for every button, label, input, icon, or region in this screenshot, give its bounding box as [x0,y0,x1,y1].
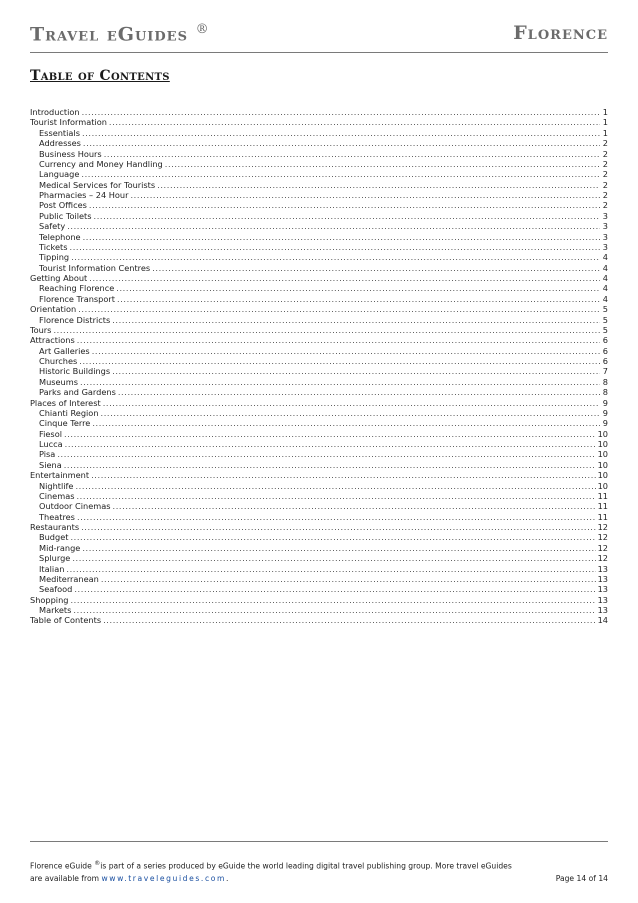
toc-entry[interactable] [30,315,608,325]
toc-entry-label: Addresses [39,138,81,149]
toc-entry-label: Safety [39,221,66,232]
toc-entry[interactable] [30,180,608,190]
toc-entry-page: 3 [602,221,608,232]
toc-leader-dots [117,294,600,304]
toc-leader-dots [91,470,595,480]
toc-leader-dots [112,315,600,325]
toc-entry[interactable] [30,564,608,574]
toc-entry-page: 8 [602,387,608,398]
toc-leader-dots [104,149,600,159]
toc-entry-page: 10 [597,459,608,470]
toc-entry-page: 4 [602,283,608,294]
toc-entry-label: Places of Interest [30,397,101,408]
toc-entry-label: Splurge [39,553,71,564]
toc-entry-page: 1 [602,127,608,138]
toc-entry[interactable] [30,273,608,283]
toc-entry[interactable] [30,211,608,221]
toc-leader-dots [103,615,595,625]
toc-entry-page: 12 [597,553,608,564]
toc-entry-page: 12 [597,532,608,543]
toc-entry-page: 8 [602,376,608,387]
toc-entry[interactable] [30,439,608,449]
toc-leader-dots [65,439,596,449]
toc-leader-dots [79,356,600,366]
page-header [30,22,608,53]
toc-entry-label: Nightlife [39,480,74,491]
toc-entry-page: 13 [597,573,608,584]
toc-entry-label: Theatres [39,511,75,522]
toc-entry-label: Art Galleries [39,345,90,356]
city-title: Florence [513,22,608,44]
toc-entry-label: Public Toilets [39,210,92,221]
toc-entry[interactable] [30,408,608,418]
footer-registered: ® [94,860,101,867]
brand-name: Travel eGuides [30,23,188,46]
toc-entry-page: 12 [597,522,608,532]
toc-entry-page: 11 [597,511,608,522]
toc-entry-label: Currency and Money Handling [39,158,163,169]
toc-entry[interactable] [30,232,608,242]
toc-leader-dots [72,553,595,563]
toc-leader-dots [118,387,600,397]
toc-entry-page: 5 [602,304,608,315]
toc-entry[interactable] [30,169,608,179]
toc-entry-page: 14 [597,615,608,626]
footer-text-a: Florence eGuide [30,861,95,871]
toc-entry[interactable] [30,128,608,138]
toc-entry-page: 6 [602,345,608,356]
toc-entry-label: Medical Services for Tourists [39,179,156,190]
toc-entry-label: Tours [30,324,52,335]
toc-entry[interactable] [30,449,608,459]
toc-entry-page: 10 [597,470,608,481]
toc-entry-label: Business Hours [39,148,102,159]
toc-leader-dots [82,107,600,117]
toc-entry[interactable] [30,460,608,470]
toc-entry-page: 6 [602,356,608,366]
toc-entry[interactable] [30,304,608,314]
toc-entry-page: 9 [602,397,608,408]
toc-entry-label: Chianti Region [39,407,99,418]
toc-entry-label: Getting About [30,273,88,283]
toc-entry-label: Churches [39,356,78,366]
toc-entry-label: Museums [39,376,78,387]
toc-entry[interactable] [30,491,608,501]
toc-entry[interactable] [30,159,608,169]
toc-leader-dots [112,366,600,376]
toc-entry-label: Reaching Florence [39,283,115,294]
toc-leader-dots [57,449,595,459]
toc-entry[interactable] [30,522,608,532]
toc-leader-dots [75,481,595,491]
toc-entry-label: Entertainment [30,470,90,481]
toc-entry-page: 3 [602,241,608,252]
toc-entry[interactable] [30,252,608,262]
toc-leader-dots [94,211,600,221]
toc-entry[interactable] [30,263,608,273]
toc-entry[interactable] [30,553,608,563]
toc-entry[interactable] [30,190,608,200]
toc-leader-dots [66,564,595,574]
toc-entry[interactable] [30,501,608,511]
toc-entry-label: Introduction [30,107,80,117]
toc-entry-page: 10 [597,449,608,460]
toc-entry[interactable] [30,325,608,335]
toc-leader-dots [67,221,600,231]
toc-entry-label: Post Offices [39,200,87,211]
toc-entry-label: Pharmacies – 24 Hour [39,190,129,200]
toc-leader-dots [157,180,600,190]
toc-leader-dots [70,532,595,542]
toc-entry[interactable] [30,356,608,366]
toc-entry-page: 1 [602,107,608,117]
toc-leader-dots [109,117,600,127]
toc-entry-page: 9 [602,418,608,429]
toc-entry-label: Table of Contents [30,615,102,626]
toc-leader-dots [83,138,600,148]
brand-title [30,22,210,45]
toc-entry[interactable] [30,107,608,117]
footer-line-2 [30,873,608,885]
toc-entry[interactable] [30,200,608,210]
toc-entry-page: 2 [602,179,608,190]
toc-entry-page: 13 [597,563,608,574]
toc-leader-dots [101,408,600,418]
toc-leader-dots [76,491,595,501]
toc-entry-label: Budget [39,532,69,543]
toc-leader-dots [81,169,600,179]
toc-entry-page: 7 [602,366,608,377]
toc-entry-label: Tourist Information Centres [39,262,151,273]
footer-line-1 [30,858,608,873]
toc-entry-label: Telephone [39,231,81,242]
toc-entry[interactable] [30,242,608,252]
toc-entry[interactable] [30,294,608,304]
toc-entry[interactable] [30,221,608,231]
toc-entry-page: 13 [597,594,608,605]
toc-entry[interactable] [30,398,608,408]
toc-entry[interactable] [30,512,608,522]
toc-entry-page: 10 [597,439,608,449]
toc-entry[interactable] [30,366,608,376]
page-number: Page 14 of 14 [555,873,608,883]
footer-text-d: . [225,873,229,883]
toc-entry-label: Restaurants [30,522,80,532]
toc-entry[interactable] [30,595,608,605]
toc-entry-page: 9 [602,407,608,418]
toc-entry-label: Tipping [39,252,70,263]
toc-entry-label: Language [39,169,80,180]
toc-entry-label: Parks and Gardens [39,387,116,398]
toc-leader-dots [77,512,596,522]
toc-entry-page: 13 [597,584,608,595]
toc-entry-page: 3 [602,231,608,242]
toc-entry-label: Essentials [39,127,80,138]
toc-entry[interactable] [30,574,608,584]
toc-entry[interactable] [30,543,608,553]
toc-entry[interactable] [30,117,608,127]
toc-entry-page: 2 [602,158,608,169]
toc-entry-page: 4 [602,273,608,283]
toc-entry[interactable] [30,584,608,594]
toc-entry-page: 11 [597,501,608,512]
toc-leader-dots [92,418,600,428]
table-of-contents [30,107,608,626]
toc-leader-dots [77,335,600,345]
toc-entry-page: 11 [597,490,608,501]
toc-leader-dots [165,159,600,169]
toc-entry-page: 2 [602,200,608,211]
footer-text-c: are available from [30,873,102,883]
toc-entry[interactable] [30,481,608,491]
toc-entry-label: Shopping [30,594,69,605]
toc-leader-dots [113,501,596,511]
toc-entry-page: 12 [597,542,608,553]
toc-entry-page: 2 [602,169,608,180]
toc-leader-dots [64,429,596,439]
toc-entry-page: 2 [602,148,608,159]
toc-entry[interactable] [30,377,608,387]
toc-entry-label: Tickets [39,241,68,252]
toc-leader-dots [73,605,595,615]
toc-entry[interactable] [30,149,608,159]
page-footer [30,841,608,885]
toc-entry-page: 4 [602,252,608,263]
toc-entry[interactable] [30,605,608,615]
toc-leader-dots [70,595,595,605]
toc-entry-page: 1 [602,117,608,128]
toc-entry-label: Fiesol [39,428,62,439]
toc-entry-label: Mediterranean [39,573,99,584]
toc-entry-label: Siena [39,459,62,470]
toc-leader-dots [70,242,601,252]
toc-entry-label: Historic Buildings [39,366,111,377]
toc-entry[interactable] [30,335,608,345]
toc-entry[interactable] [30,138,608,148]
toc-leader-dots [103,398,600,408]
toc-entry-page: 13 [597,605,608,615]
toc-entry[interactable] [30,532,608,542]
toc-entry-label: Attractions [30,335,75,346]
toc-leader-dots [130,190,600,200]
toc-entry-page: 10 [597,480,608,491]
toc-entry-label: Cinemas [39,490,75,501]
toc-heading: Table of Contents [30,68,170,84]
toc-entry[interactable] [30,387,608,397]
toc-leader-dots [89,200,600,210]
toc-leader-dots [78,304,600,314]
toc-entry-page: 10 [597,428,608,439]
toc-entry-label: Mid-range [39,542,81,553]
toc-entry-page: 4 [602,262,608,273]
toc-entry[interactable] [30,283,608,293]
toc-entry-label: Seafood [39,584,73,595]
toc-leader-dots [152,263,600,273]
registered-mark: ® [195,22,210,37]
toc-entry-label: Florence Transport [39,293,115,304]
toc-entry[interactable] [30,470,608,480]
toc-entry-page: 5 [602,314,608,325]
toc-leader-dots [116,283,600,293]
toc-leader-dots [82,543,595,553]
toc-leader-dots [53,325,600,335]
toc-leader-dots [83,232,600,242]
toc-leader-dots [89,273,600,283]
website-link[interactable]: www.traveleguides.com [101,873,226,883]
toc-leader-dots [101,574,596,584]
toc-entry-label: Orientation [30,304,77,315]
toc-leader-dots [80,377,600,387]
toc-leader-dots [81,522,595,532]
toc-leader-dots [71,252,600,262]
toc-entry-page: 6 [602,335,608,346]
toc-entry-label: Lucca [39,439,63,449]
toc-leader-dots [92,346,600,356]
toc-entry-page: 2 [602,190,608,200]
toc-entry-page: 2 [602,138,608,149]
toc-entry[interactable] [30,346,608,356]
toc-entry-page: 3 [602,210,608,221]
toc-entry-page: 5 [602,324,608,335]
toc-entry-label: Markets [39,605,72,615]
toc-entry-label: Italian [39,563,65,574]
toc-leader-dots [82,128,600,138]
toc-leader-dots [74,584,595,594]
toc-entry[interactable] [30,615,608,625]
toc-entry-label: Tourist Information [30,117,107,128]
toc-entry-label: Pisa [39,449,56,460]
toc-entry[interactable] [30,429,608,439]
toc-leader-dots [64,460,596,470]
toc-entry-label: Cinque Terre [39,418,91,429]
toc-entry[interactable] [30,418,608,428]
toc-entry-label: Outdoor Cinemas [39,501,111,512]
footer-text-b: is part of a series produced by eGuide the world leading digital travel publishing group. More travel eGuides [100,861,512,871]
toc-entry-label: Florence Districts [39,314,111,325]
toc-entry-page: 4 [602,293,608,304]
